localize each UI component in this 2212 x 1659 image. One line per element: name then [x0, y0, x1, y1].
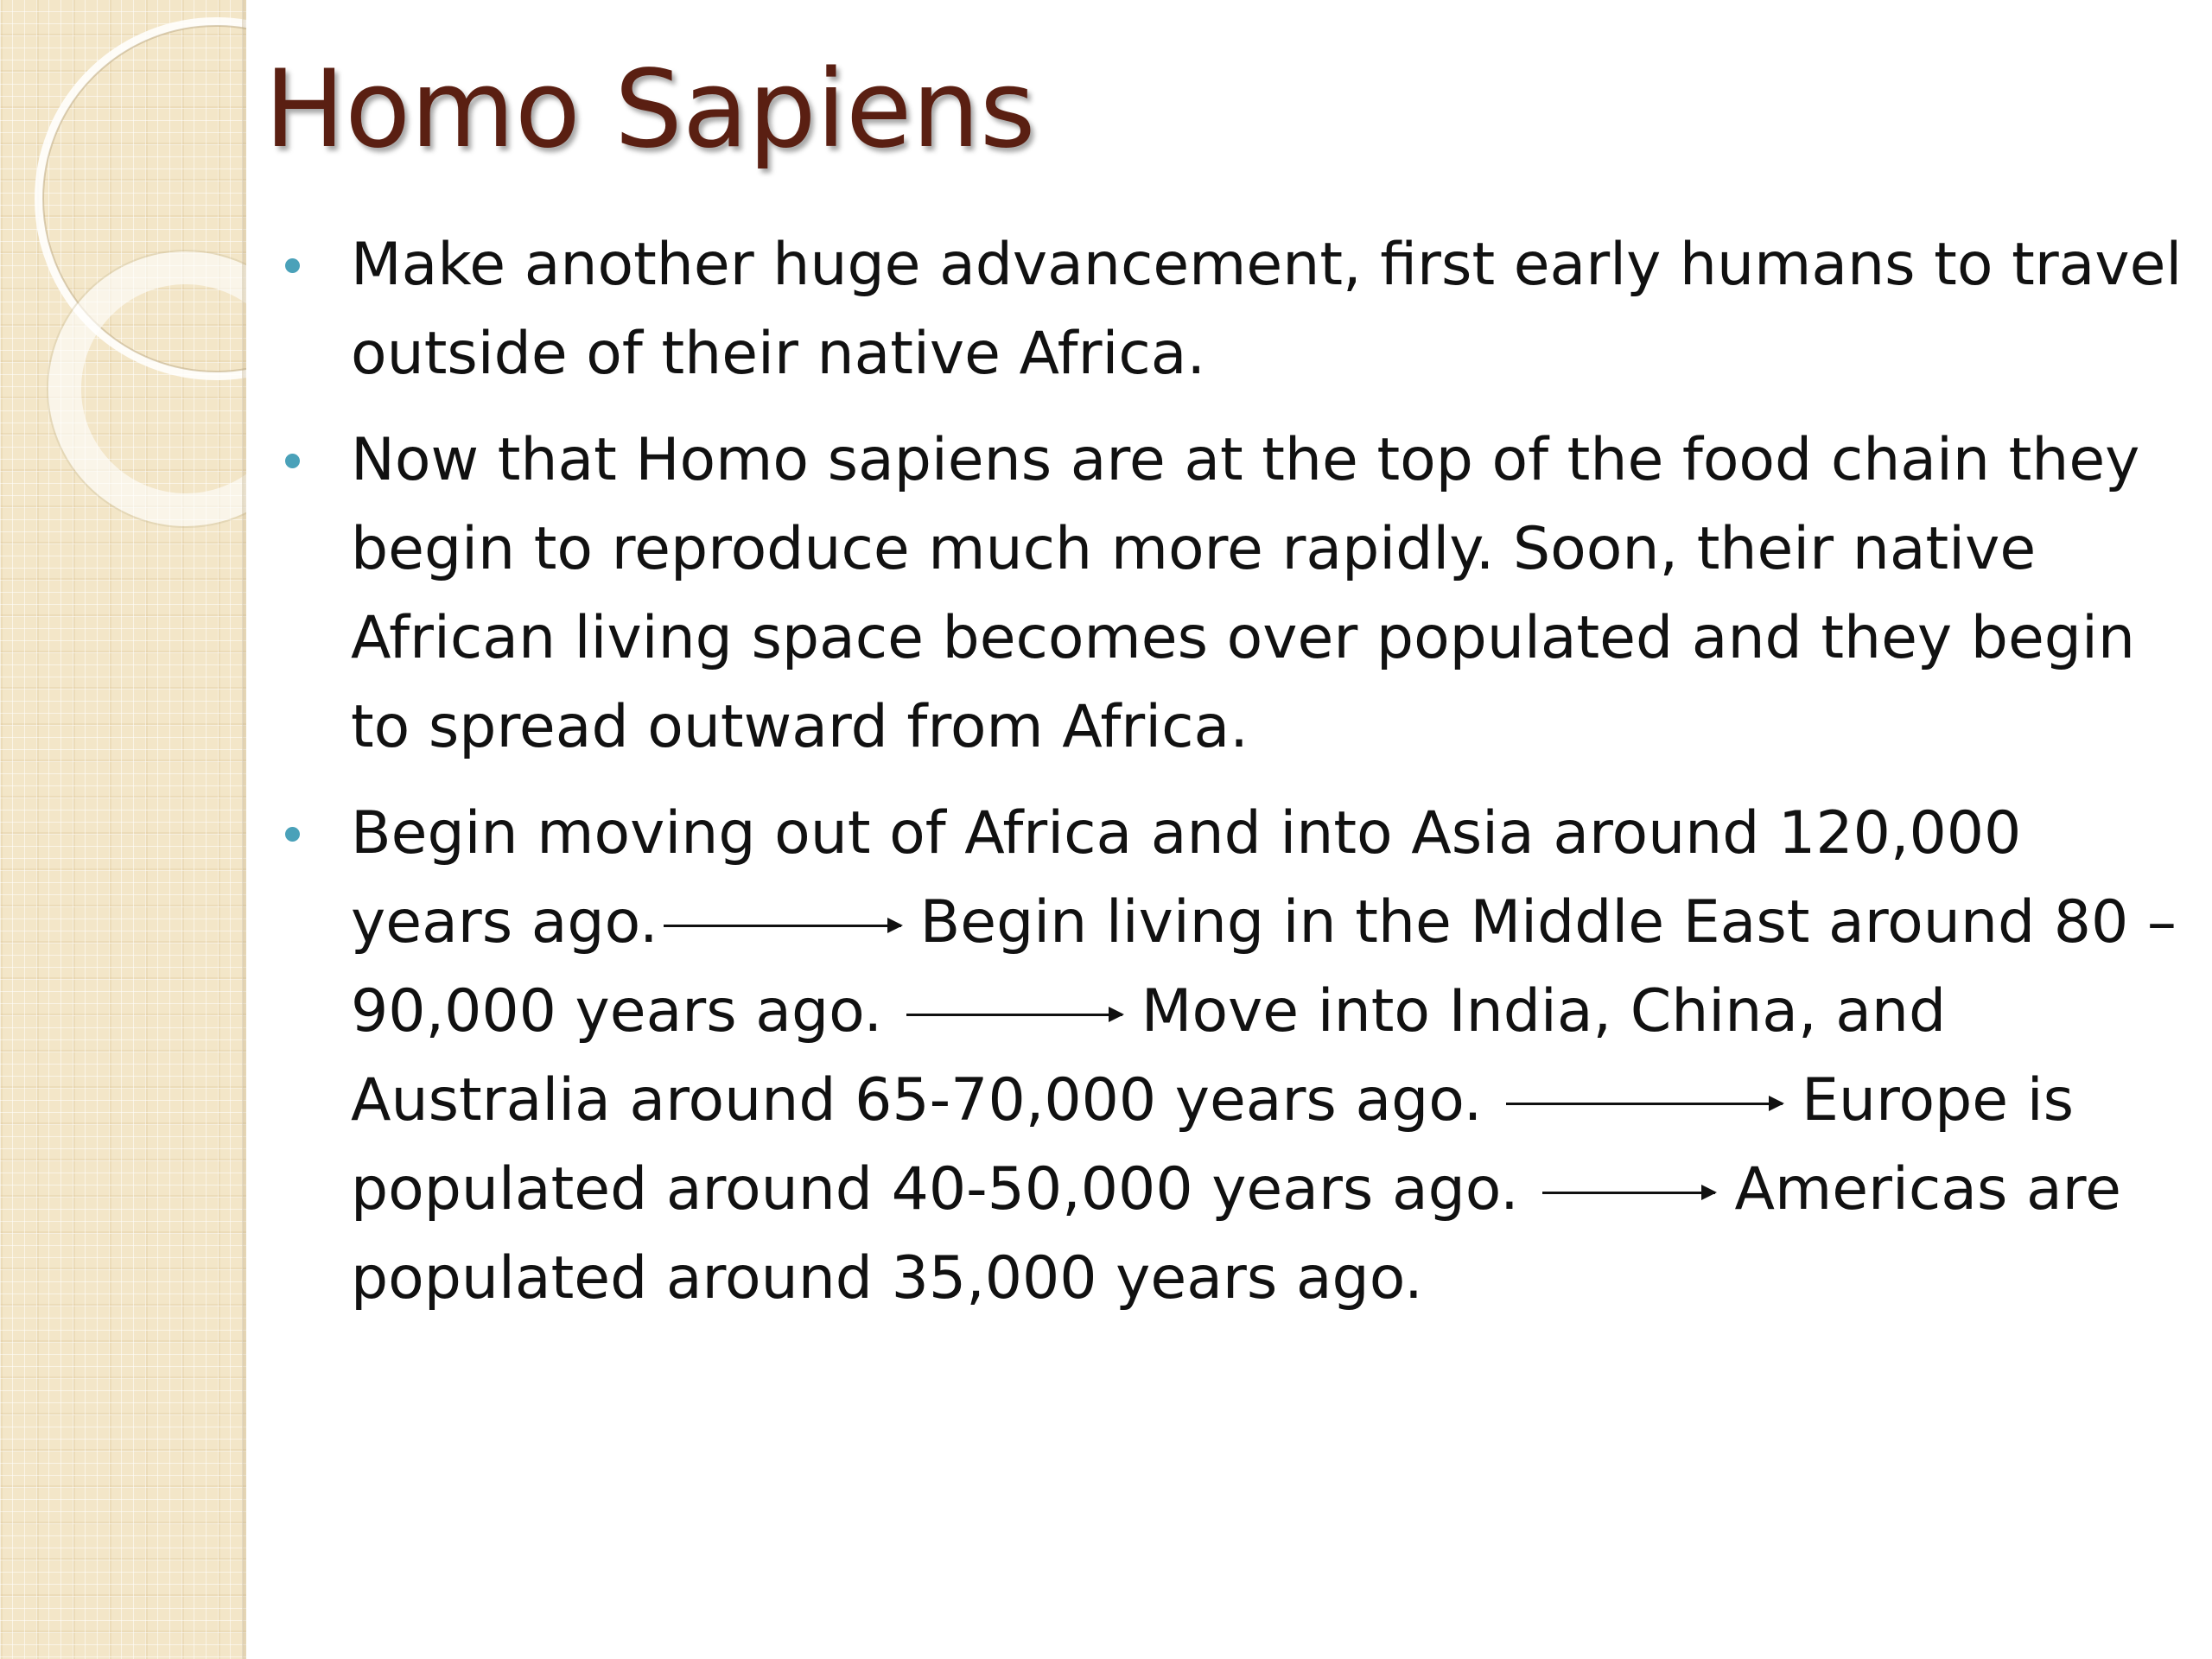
- right-arrow-icon: [664, 925, 901, 927]
- timeline-step-1: Begin moving out of Africa and into Asia around 120,000 years ago.: [351, 799, 2022, 957]
- bullet-dot-icon: [285, 827, 300, 842]
- bullet-dot-icon: [285, 258, 300, 273]
- sidebar-shadow: [242, 0, 246, 1659]
- right-arrow-icon: [1542, 1192, 1715, 1194]
- decorative-rings: [0, 0, 246, 553]
- bullet-item-1: [285, 220, 2199, 398]
- slide-title: Homo Sapiens: [264, 48, 1036, 172]
- timeline-step-2: Begin living in the Middle East around 80 – 90,000 years ago.: [351, 888, 2177, 1046]
- bullet-text-2: Now that Homo sapiens are at the top of the food chain they begin to reproduce much more rapidly. Soon, their native African living space becomes over populated and they begin to spread outward from Africa.: [351, 426, 2140, 761]
- bullet-item-timeline: [285, 789, 2199, 1323]
- timeline-step-3: Move into India, China, and Australia around 65-70,000 years ago.: [351, 977, 1947, 1135]
- slide-content: [285, 220, 2199, 1340]
- timeline-step-5: Americas are populated around 35,000 years ago.: [351, 1155, 2121, 1313]
- bullet-item-2: [285, 416, 2199, 772]
- timeline-step-4: Europe is populated around 40-50,000 years ago.: [351, 1066, 2075, 1224]
- bullet-text-1: Make another huge advancement, first early humans to travel outside of their native Africa.: [351, 231, 2183, 388]
- right-arrow-icon: [906, 1014, 1122, 1016]
- right-arrow-icon: [1506, 1103, 1783, 1105]
- decorative-sidebar: [0, 0, 246, 1659]
- bullet-dot-icon: [285, 454, 300, 468]
